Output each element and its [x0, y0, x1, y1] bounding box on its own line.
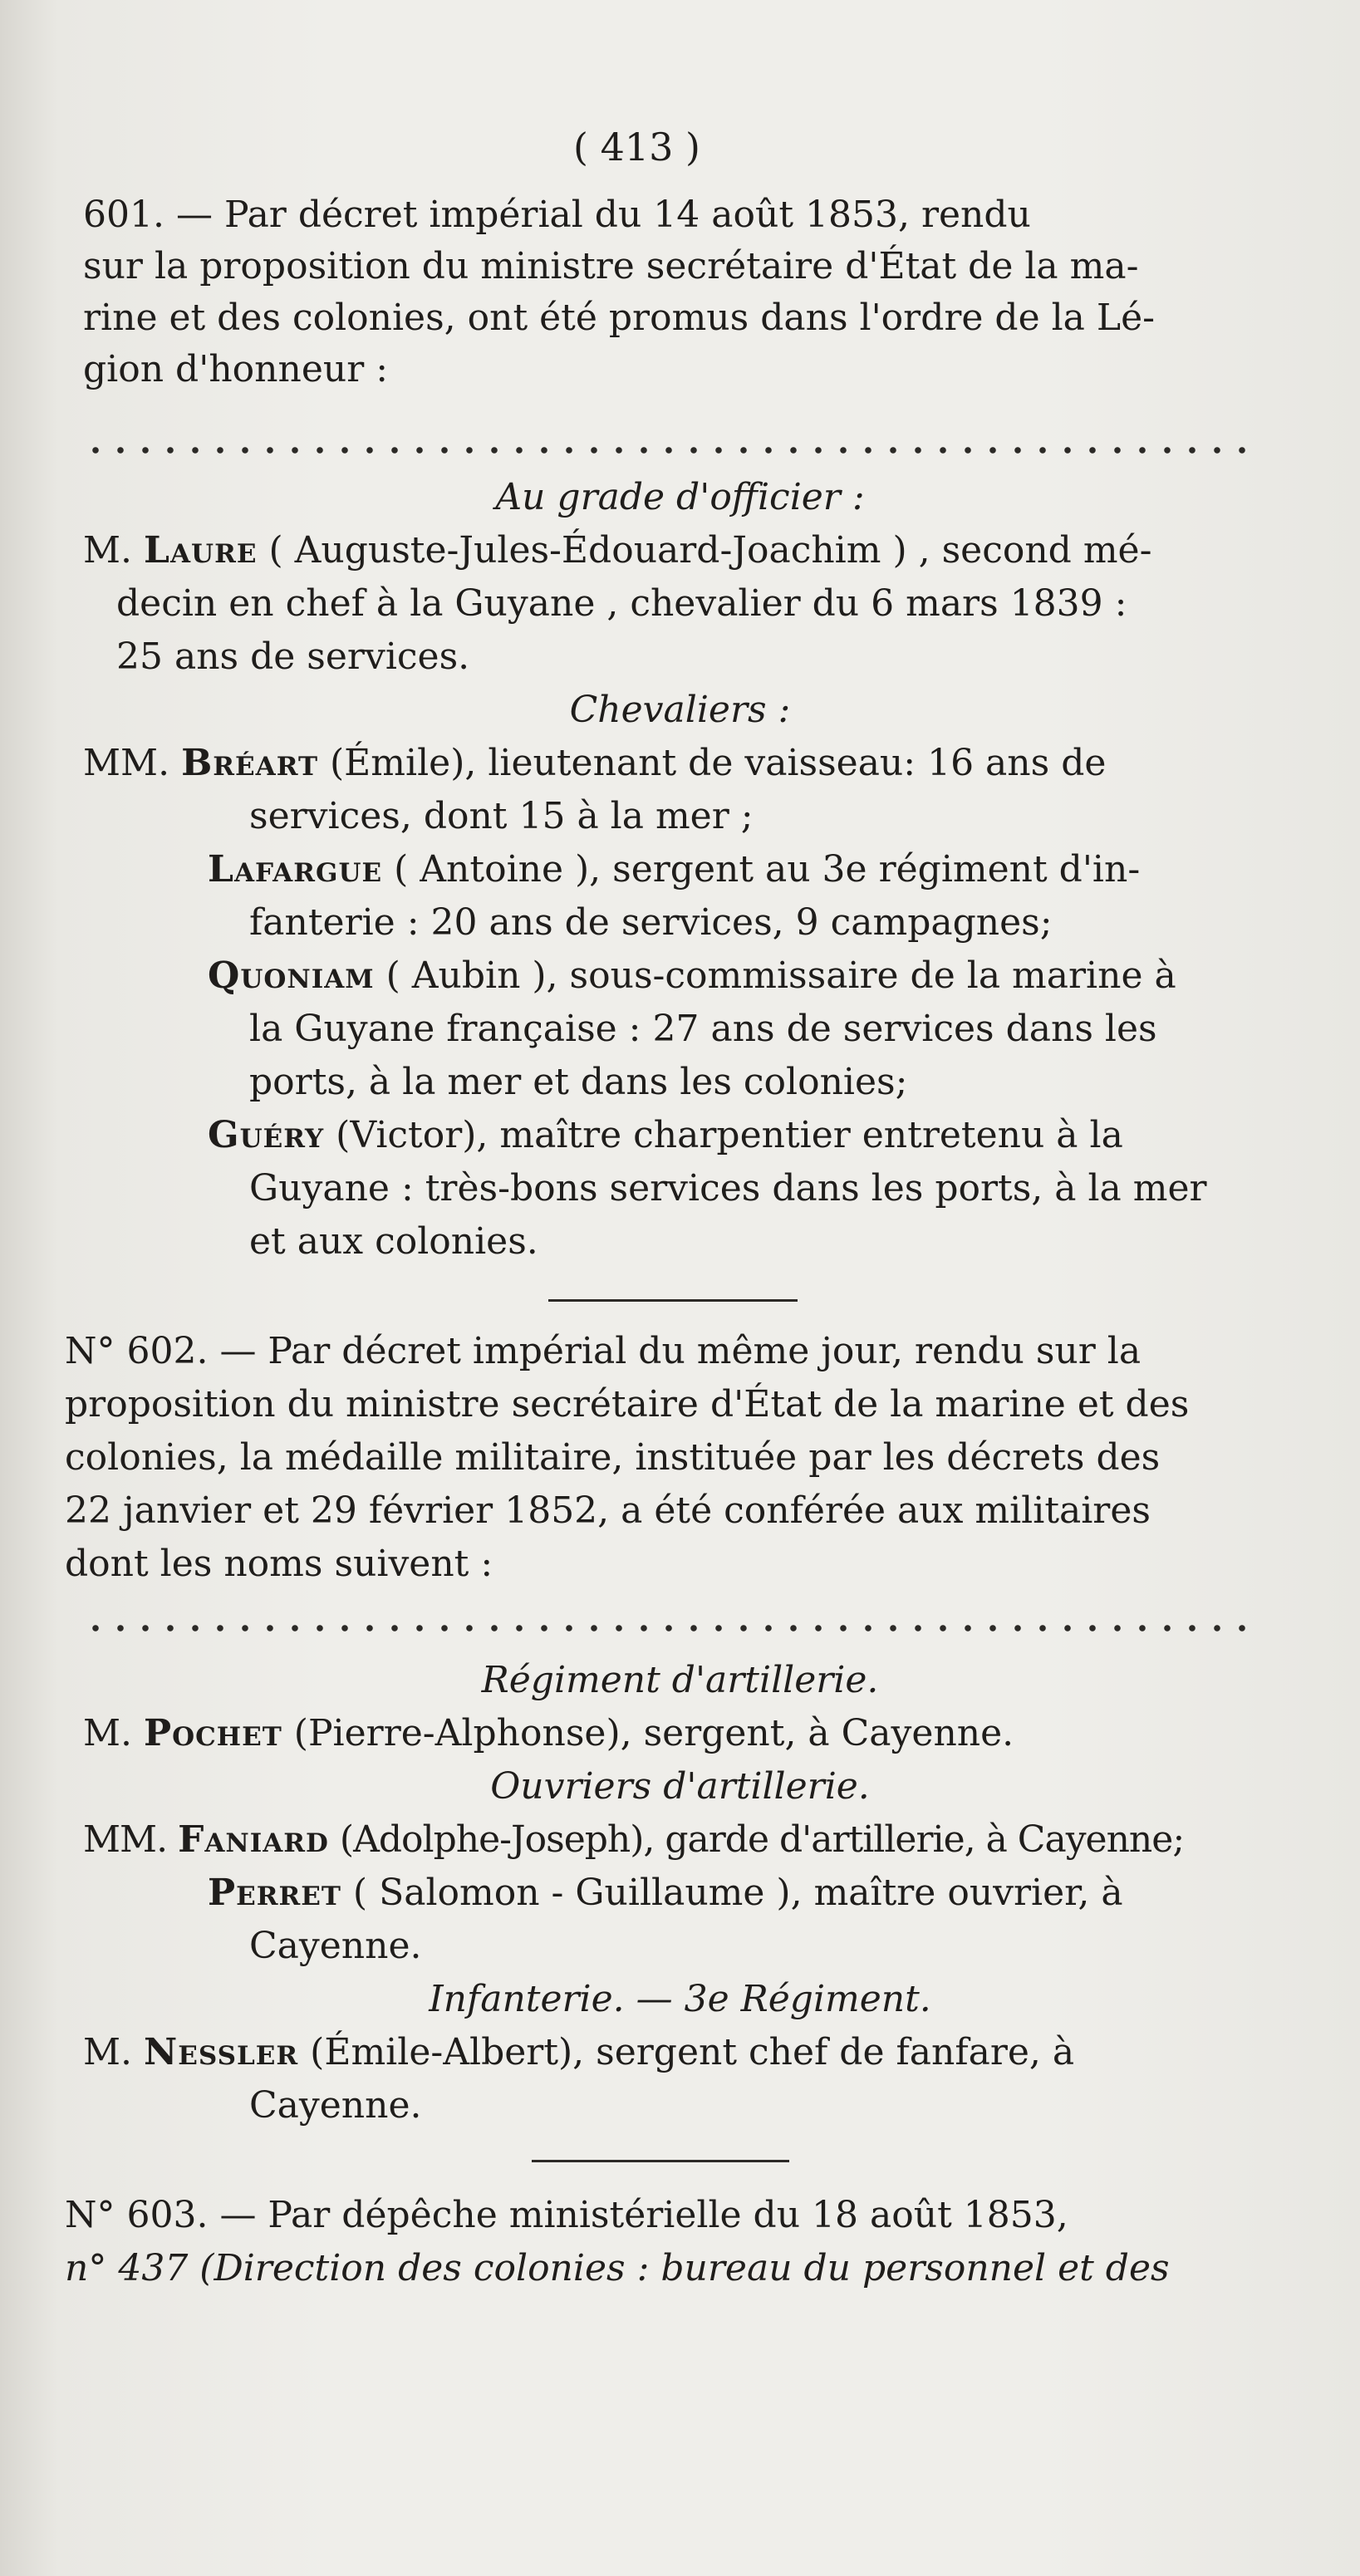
nessler-entry-line-2: Cayenne. — [249, 2084, 422, 2127]
heading-chevaliers: Chevaliers : — [569, 689, 791, 731]
paragraph-603-line-2: n° 437 (Direction des colonies : bureau du personnel et des — [65, 2247, 1170, 2289]
guery-details: (Victor), maître charpentier entretenu à la — [324, 1114, 1123, 1156]
officer-entry-line-1 — [83, 528, 1151, 573]
officer-details: ( Auguste-Jules-Édouard-Joachim ) , second mé- — [257, 529, 1152, 572]
paragraph-602-line-5: dont les noms suivent : — [65, 1543, 493, 1585]
section-divider — [548, 1299, 798, 1302]
guery-entry-line-2: Guyane : très-bons services dans les ports, à la mer — [249, 1167, 1207, 1209]
nessler-name: Nessler — [144, 2031, 299, 2073]
perret-entry-line-1 — [208, 1871, 1123, 1916]
lafargue-entry-line-1 — [208, 847, 1140, 892]
faniard-details: (Adolphe-Joseph), garde d'artillerie, à Cayenne; — [328, 1818, 1185, 1861]
quoniam-entry-line-3: ports, à la mer et dans les colonies; — [249, 1061, 908, 1103]
heading-regiment-artillerie: Régiment d'artillerie. — [481, 1659, 879, 1701]
nessler-prefix: M. — [83, 2031, 133, 2073]
perret-details: ( Salomon - Guillaume ), maître ouvrier, à — [341, 1872, 1123, 1914]
paragraph-601-line-4: gion d'honneur : — [83, 348, 389, 390]
heading-ouvriers-artillerie: Ouvriers d'artillerie. — [490, 1765, 870, 1808]
officer-entry-line-3: 25 ans de services. — [116, 635, 470, 678]
heading-infanterie: Infanterie. — 3e Régiment. — [429, 1978, 931, 2020]
nessler-entry-line-1 — [83, 2030, 1074, 2075]
dotted-separator — [83, 1625, 1263, 1631]
paragraph-602-line-3: colonies, la médaille militaire, instituée par les décrets des — [65, 1436, 1161, 1479]
quoniam-entry-line-1 — [208, 954, 1176, 999]
chevaliers-prefix: MM. — [83, 742, 170, 784]
pochet-details: (Pierre-Alphonse), sergent, à Cayenne. — [282, 1712, 1014, 1754]
nessler-details: (Émile-Albert), sergent chef de fanfare, à — [298, 2031, 1075, 2073]
paragraph-603-line-1: N° 603. — Par dépêche ministérielle du 18 août 1853, — [65, 2194, 1068, 2236]
faniard-entry — [83, 1818, 1184, 1862]
paragraph-601-line-3: rine et des colonies, ont été promus dans l'ordre de la Lé- — [83, 297, 1156, 339]
perret-entry-line-2: Cayenne. — [249, 1925, 422, 1967]
breart-details: (Émile), lieutenant de vaisseau: 16 ans de — [318, 742, 1107, 784]
officer-entry-line-2: decin en chef à la Guyane , chevalier du 6 mars 1839 : — [116, 582, 1127, 625]
quoniam-details: ( Aubin ), sous-commissaire de la marine à — [374, 954, 1176, 997]
paragraph-602-line-4: 22 janvier et 29 février 1852, a été conférée aux militaires — [65, 1489, 1151, 1532]
paragraph-602-line-2: proposition du ministre secrétaire d'État de la marine et des — [65, 1383, 1190, 1425]
perret-name: Perret — [208, 1872, 341, 1914]
lafargue-entry-line-2: fanterie : 20 ans de services, 9 campagnes; — [249, 901, 1053, 944]
guery-entry-line-1 — [208, 1113, 1123, 1158]
breart-name: Bréart — [181, 742, 319, 784]
pochet-prefix: M. — [83, 1712, 133, 1754]
paragraph-602-line-1: N° 602. — Par décret impérial du même jour, rendu sur la — [65, 1330, 1142, 1372]
heading-officer: Au grade d'officier : — [495, 476, 865, 518]
breart-entry-line-1 — [83, 741, 1106, 786]
lafargue-name: Lafargue — [208, 848, 383, 891]
paragraph-601-line-1: 601. — Par décret impérial du 14 août 1853, rendu — [83, 194, 1031, 236]
guery-name: Guéry — [208, 1114, 325, 1156]
guery-entry-line-3: et aux colonies. — [249, 1220, 538, 1263]
page-number: ( 413 ) — [573, 125, 700, 169]
breart-entry-line-2: services, dont 15 à la mer ; — [249, 795, 754, 837]
officer-prefix: M. — [83, 529, 133, 572]
pochet-entry — [83, 1711, 1014, 1756]
dotted-separator — [83, 447, 1263, 454]
section-divider — [532, 2160, 789, 2162]
officer-name: Laure — [144, 529, 258, 572]
quoniam-name: Quoniam — [208, 954, 375, 997]
faniard-name: Faniard — [178, 1818, 329, 1861]
lafargue-details: ( Antoine ), sergent au 3e régiment d'in- — [382, 848, 1141, 891]
quoniam-entry-line-2: la Guyane française : 27 ans de services dans les — [249, 1008, 1157, 1050]
pochet-name: Pochet — [144, 1712, 282, 1754]
faniard-prefix: MM. — [83, 1818, 168, 1861]
paragraph-601-line-2: sur la proposition du ministre secrétaire d'État de la ma- — [83, 245, 1139, 287]
